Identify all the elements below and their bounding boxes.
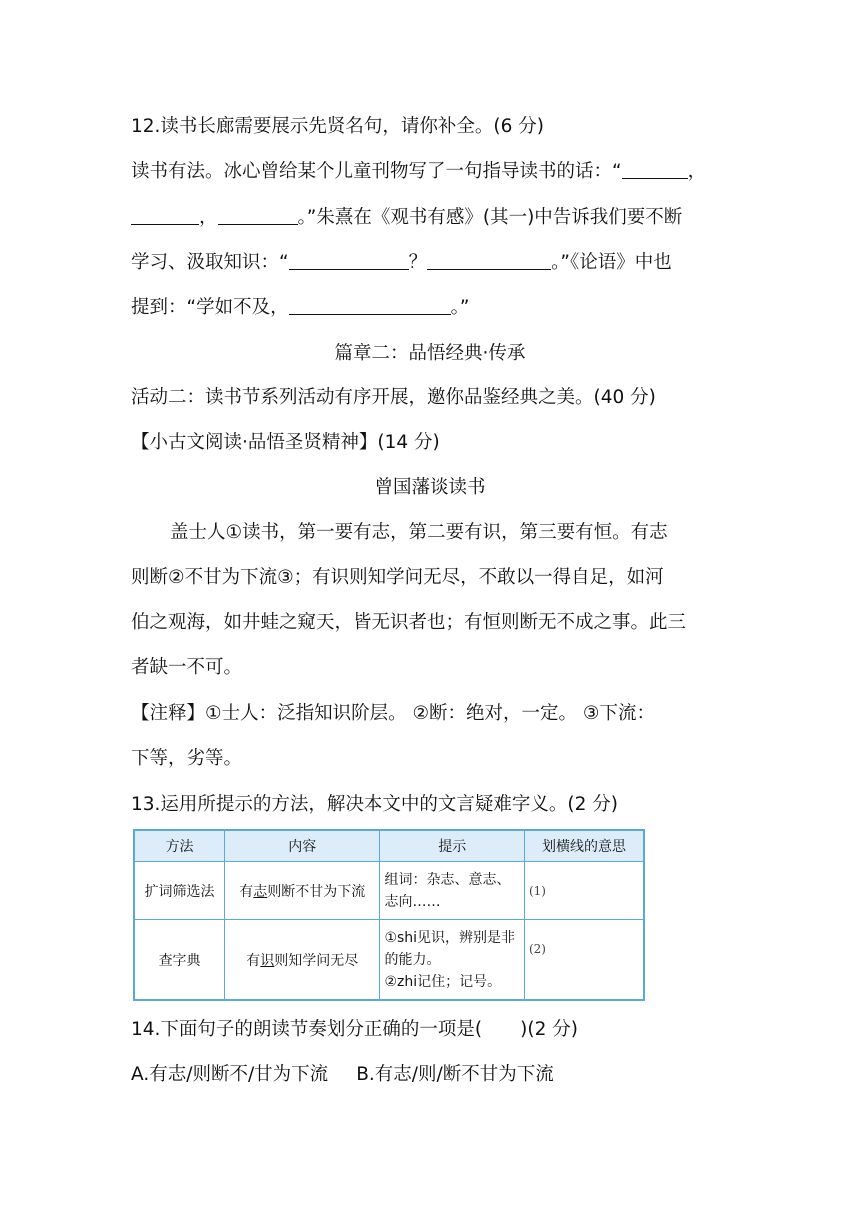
- q13-title: 13.运用所提示的方法，解决本文中的文言疑难字义。(2 分): [131, 794, 619, 815]
- passage-line-2: 则断②不甘为下流③；有识则知学问无尽，不敢以一得自足，如河: [131, 567, 664, 588]
- activity-heading: 活动二：读书节系列活动有序开展，邀你品鉴经典之美。(40 分): [131, 387, 656, 408]
- q12-line-4: 提到：“学如不及， 。”: [131, 294, 469, 322]
- header-method: 方法: [134, 830, 225, 862]
- method-cell: 查字典: [134, 920, 225, 1001]
- table-row: [134, 920, 644, 1001]
- tip-cell: ①shi见识，辨别是非的能力。 ②zhi记住；记号。: [380, 920, 525, 1001]
- q12-title: 12.读书长廊需要展示先贤名句，请你补全。(6 分): [131, 116, 545, 137]
- answer-blank[interactable]: [218, 204, 298, 225]
- q12-line-1: 读书有法。冰心曾给某个儿童刊物写了一句指导读书的话：“ ，: [131, 158, 706, 186]
- section-heading: 【小古文阅读·品悟圣贤精神】(14 分): [131, 432, 440, 453]
- answer-blank[interactable]: [131, 204, 199, 225]
- chapter-heading: 篇章二：品悟经典·传承: [334, 343, 526, 364]
- header-content: 内容: [225, 830, 380, 862]
- tip-cell: 组词：杂志、意志、志向……: [380, 862, 525, 920]
- method-cell: 扩词筛选法: [134, 862, 225, 920]
- passage-line-4: 者缺一不可。: [131, 657, 243, 678]
- q12-line-2: ， 。”朱熹在《观书有感》(其一)中告诉我们要不断: [131, 204, 682, 232]
- table-header-row: [134, 830, 644, 862]
- answer-blank[interactable]: [289, 249, 409, 270]
- answer-blank[interactable]: [622, 158, 688, 179]
- content-cell: 有志则断不甘为下流: [225, 862, 380, 920]
- header-meaning: 划横线的意思: [524, 830, 644, 862]
- table-row: [134, 862, 644, 920]
- passage-title: 曾国藩谈读书: [374, 477, 486, 498]
- hint-table: [133, 829, 645, 1001]
- notes-line-2: 下等，劣等。: [131, 748, 243, 769]
- q12-line-3: 学习、汲取知识：“ ？ 。”《论语》中也: [131, 249, 672, 277]
- passage-line-1: 盖士人①读书，第一要有志，第二要有识，第三要有恒。有志: [170, 522, 668, 543]
- answer-blank[interactable]: [289, 294, 451, 315]
- header-tip: 提示: [380, 830, 525, 862]
- content-cell: 有识则知学问无尽: [225, 920, 380, 1001]
- q14-title: 14.下面句子的朗读节奏划分正确的一项是( )(2 分): [131, 1019, 578, 1040]
- option-b[interactable]: B.有志/则/断不甘为下流: [356, 1064, 554, 1085]
- answer-blank[interactable]: [427, 249, 551, 270]
- q14-options: [131, 1061, 554, 1089]
- answer-cell[interactable]: (2): [524, 920, 644, 1001]
- answer-cell[interactable]: (1): [524, 862, 644, 920]
- notes-line-1: 【注释】①士人：泛指知识阶层。 ②断：绝对，一定。 ③下流：: [131, 703, 656, 724]
- option-a[interactable]: A.有志/则断不/甘为下流: [131, 1064, 329, 1085]
- passage-line-3: 伯之观海，如井蛙之窥天，皆无识者也；有恒则断无不成之事。此三: [131, 612, 687, 633]
